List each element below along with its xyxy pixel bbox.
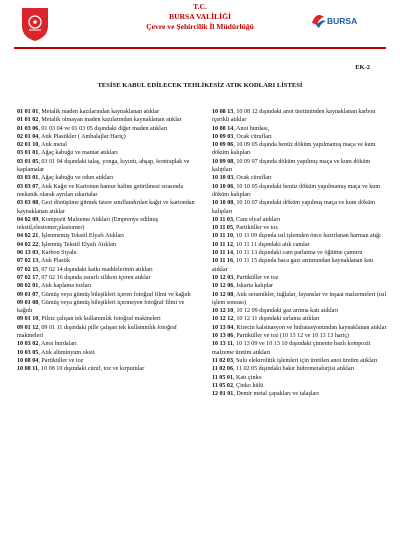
waste-code: 10 03 02 [17, 341, 39, 348]
waste-code-item [17, 158, 197, 175]
left-column [17, 108, 197, 374]
waste-code: 10 12 10 [212, 308, 234, 315]
waste-description: , Partiküller ve toz [233, 225, 279, 232]
waste-code: 03 03 07 [17, 183, 39, 190]
waste-description: , Atık Plastikler ( Ambalajlar Hariç) [38, 133, 126, 140]
waste-description: , Ağaç kabuğu ve mantar atıkları [38, 150, 118, 157]
header-line-tc: T.C. [193, 2, 207, 11]
waste-code: 10 08 04 [17, 357, 39, 364]
waste-code: 04 02 22 [17, 241, 39, 248]
waste-description: , İşlenmiş Tekstil Elyafı Atıkları [38, 241, 117, 248]
waste-code-item [17, 116, 197, 124]
waste-code: 10 10 03 [212, 175, 234, 182]
waste-code: 03 03 08 [17, 200, 39, 207]
waste-code-item [212, 357, 388, 365]
waste-code-item [17, 357, 197, 365]
waste-code: 10 09 06 [212, 142, 234, 149]
waste-code-item [212, 216, 388, 224]
waste-code-item [17, 149, 197, 157]
waste-description: , Sulu elektrolitik işlemleri için üretilen anot üretim atıkları [233, 357, 378, 364]
waste-code-item [212, 249, 388, 257]
waste-code-item [17, 199, 197, 216]
waste-code-item [212, 307, 388, 315]
waste-description: , 10 09 07 dışında döküm yapılmış maça ve kum döküm kalıpları [212, 158, 371, 174]
waste-code-item [17, 266, 197, 274]
waste-description: , 10 10 07 dışındaki döküm yapılmış maça ve kum döküm kalıpları [212, 200, 375, 215]
waste-description: , Gümüş veya gümüş bileşikleri içermeyen fotoğraf filmi ve kağıdı [17, 299, 185, 315]
waste-code-item [17, 282, 197, 290]
waste-code-item [212, 315, 388, 323]
header-line-mudurluk: Çevre ve Şehircilik İl Müdürlüğü [146, 22, 254, 31]
waste-code: 10 12 03 [212, 274, 234, 281]
waste-code-item [212, 291, 388, 308]
waste-code: 10 11 16 [212, 258, 233, 265]
waste-code-item [17, 315, 197, 323]
waste-code: 02 01 10 [17, 142, 39, 149]
waste-code: 10 08 11 [17, 366, 38, 373]
right-column [212, 108, 388, 398]
waste-code: 11 05 01 [212, 374, 233, 381]
waste-description: , 10 11 11 dışındaki atık camlar [233, 241, 310, 248]
waste-code: 09 01 08 [17, 299, 39, 306]
waste-code-item [212, 390, 388, 398]
waste-code-item [212, 382, 388, 390]
waste-code: 03 01 05 [17, 158, 39, 165]
waste-code: 10 08 13 [212, 109, 234, 115]
waste-code-item [212, 224, 388, 232]
waste-code-item [212, 141, 388, 158]
waste-code: 10 09 08 [212, 158, 234, 165]
waste-code: 10 11 10 [212, 233, 233, 240]
waste-code: 03 01 01 [17, 150, 39, 157]
waste-code-item [212, 125, 388, 133]
waste-code-item [212, 324, 388, 332]
waste-code: 10 13 06 [212, 333, 234, 340]
waste-description: , Metalik olmayan maden kazılarından kaynaklanan atıklar [38, 117, 182, 124]
waste-code-item [17, 365, 197, 373]
waste-description: , Partiküller ve toz [38, 357, 84, 364]
waste-code: 03 03 01 [17, 175, 39, 182]
waste-code: 09 01 12 [17, 324, 39, 331]
waste-code-item [17, 291, 197, 299]
waste-code: 10 12 06 [212, 283, 234, 290]
waste-code: 10 08 14 [212, 125, 234, 132]
waste-code-item [212, 274, 388, 282]
waste-description: , 07 02 14 dışındaki katkı maddelerinin atıkları [38, 266, 153, 273]
waste-description: , Atık kaplama tozları [38, 283, 92, 290]
waste-description: , 10 12 11 dışındaki sırlama atıkları [233, 316, 320, 323]
waste-code-item [17, 349, 197, 357]
waste-code-item [212, 158, 388, 175]
waste-code: 02 01 04 [17, 133, 39, 140]
waste-description: , İşlenmemiş Tekstil Elyafı Atıkları [38, 233, 124, 240]
waste-description: , 11 02 05 dışındaki bakır hidrometalurjisi atıkları [233, 366, 355, 373]
waste-description: , Karbon Siyahı [38, 250, 77, 257]
waste-code: 10 13 11 [212, 341, 233, 348]
page-header [0, 0, 400, 52]
waste-code: 10 03 05 [17, 349, 39, 356]
waste-code-item [17, 141, 197, 149]
waste-description: , 10 11 13 dışındaki cam parlatma ve öğütme çamuru [233, 250, 363, 257]
waste-code: 09 01 10 [17, 316, 39, 323]
waste-description: , Partiküller ve toz [233, 274, 279, 281]
waste-description: , 10 10 05 dışındaki henüz döküm yapılmamış maça ve kum döküm kalıpları [212, 183, 381, 198]
waste-description: , 10 12 09 dışındaki gaz arıtma katı atıkları [233, 308, 339, 315]
waste-code-item [212, 282, 388, 290]
waste-code: 10 13 04 [212, 324, 234, 331]
waste-code-item [212, 340, 388, 357]
waste-code: 10 10 06 [212, 183, 234, 190]
waste-code: 10 12 12 [212, 316, 234, 323]
waste-description: , Iskarta kalıplar [233, 283, 274, 290]
waste-code-item [17, 249, 197, 257]
waste-description: , 10 11 15 dışında baca gazı arıtımından kaynaklanan katı atıklar [212, 258, 374, 273]
waste-description: , Ocak cürufları [233, 133, 272, 140]
waste-code: 10 09 03 [212, 133, 234, 140]
waste-code-item [212, 332, 388, 340]
bursa-logo-icon [310, 9, 358, 33]
waste-description: , Atık metal [38, 142, 67, 149]
waste-code: 04 02 09 [17, 216, 39, 223]
waste-code: 08 02 01 [17, 283, 39, 290]
waste-description: , Ağaç kabuğu ve odun atıkları [38, 175, 114, 182]
waste-code-item [212, 133, 388, 141]
waste-description: , Demir metal çapakları ve talaşları [233, 391, 319, 398]
waste-code: 11 02 06 [212, 366, 233, 373]
waste-code-item [212, 174, 388, 182]
waste-code-item [212, 365, 388, 373]
waste-description: , Pilsiz çalışan tek kullanımlık fotoğraf makineleri [38, 316, 161, 323]
waste-description: , 10 08 12 dışındaki anot üretiminden kaynaklanan karbon içerikli atıklar [212, 109, 376, 124]
waste-code: 01 01 02 [17, 117, 39, 124]
waste-code: 12 01 01 [212, 391, 234, 398]
waste-description: , 10 08 10 dışındaki cüruf, toz ve kırpıntılar [38, 366, 145, 373]
waste-code-item [17, 257, 197, 265]
waste-code: 04 02 21 [17, 233, 39, 240]
waste-code-item [212, 183, 388, 200]
waste-description: , Cam elyaf atıkları [233, 216, 281, 223]
waste-code: 10 10 08 [212, 200, 234, 207]
waste-description: , Atık alüminyum oksit [38, 349, 95, 356]
page-title: TESİSE KABUL EDİLECEK TEHLİKESİZ ATIK KODLARI LİSTESİ [97, 82, 303, 89]
waste-code: 07 02 15 [17, 266, 39, 273]
waste-code: 11 05 02 [212, 382, 233, 389]
waste-description: , Kirecin kalsinasyon ve hidratasyonundan kaynaklanan atıklar [233, 324, 387, 331]
waste-description: , 10 09 05 dışında henüz döküm yapılmamış maça ve kum döküm kalıpları [212, 142, 376, 157]
waste-description: , Çinko külü [233, 382, 264, 389]
waste-code: 07 02 17 [17, 274, 39, 281]
bursa-logo-text: BURSA [327, 16, 358, 26]
waste-description: , Katı çinko [233, 374, 262, 381]
waste-description: , Partiküller ve toz (10 13 12 ve 10 13 13 hariç) [233, 333, 350, 340]
waste-code-item [17, 108, 197, 116]
waste-description: , 10 13 09 ve 10 13 10 dışındaki çimento bazlı kompozit malzeme üretim atıkları [212, 341, 371, 356]
waste-code-item [212, 108, 388, 125]
waste-code-item [17, 133, 197, 141]
waste-description: , Ocak cürufları [233, 175, 272, 182]
waste-code-item [212, 374, 388, 382]
waste-code-item [17, 216, 197, 233]
waste-description: , Anot hurdası, [233, 125, 270, 132]
waste-code: 06 13 03 [17, 250, 39, 257]
waste-code: 10 11 14 [212, 250, 233, 257]
waste-code-item [17, 299, 197, 316]
waste-code: 07 02 13 [17, 258, 39, 265]
waste-description: , 10 11 09 dışında ısıl işlemden önce hazırlanan harman atığı [233, 233, 381, 240]
waste-description: , 03 01 04 dışındaki talaş, yonga, kıyıntı, ahşap, kontraplak ve kaplamalar [17, 158, 190, 174]
waste-description: , Anot hurdaları [38, 341, 77, 348]
waste-code-item [17, 125, 197, 133]
waste-code: 11 02 03 [212, 357, 233, 364]
waste-code: 10 11 12 [212, 241, 233, 248]
waste-code: 10 11 05 [212, 225, 233, 232]
header-divider [14, 47, 386, 49]
waste-code: 09 01 07 [17, 291, 39, 298]
waste-description: , Gümüş veya gümüş bileşikleri içeren fotoğraf filmi ve kağıdı [38, 291, 191, 298]
waste-code-item [17, 232, 197, 240]
waste-code-item [17, 174, 197, 182]
waste-description: , Atık seramikler, tuğlalar, fayanslar ve inşaat malzemeleri (ısıl işlem sonrası) [212, 291, 387, 306]
waste-code-item [17, 324, 197, 341]
waste-code-item [212, 232, 388, 240]
waste-code: 10 12 08 [212, 291, 234, 298]
waste-code-item [212, 257, 388, 274]
waste-code: 01 03 06 [17, 125, 39, 132]
waste-code-item [17, 274, 197, 282]
waste-description: , Geri dönüşüme gitmek üzere sınıflandırılan kağıt ve kartondan kaynaklanan atıklar [17, 200, 195, 215]
waste-code-item [17, 183, 197, 200]
waste-code: 10 11 03 [212, 216, 233, 223]
waste-description: , 09 01 11 dışındaki pille çalışan tek kullanımlık fotoğraf makineleri [17, 324, 177, 340]
doc-label: EK-2 [355, 64, 370, 71]
waste-code-item [212, 241, 388, 249]
waste-code: 01 01 01 [17, 109, 39, 115]
waste-code-item [17, 241, 197, 249]
header-line-valilik: BURSA VALİLİĞİ [169, 12, 231, 21]
waste-code-item [17, 340, 197, 348]
waste-description: , Atık Plastik [38, 258, 70, 265]
waste-description: , 01 03 04 ve 01 03 05 dışındaki diğer maden atıkları [38, 125, 168, 132]
waste-code-item [212, 199, 388, 216]
waste-description: , Metalik maden kazılarından kaynaklanan atıklar [38, 109, 160, 115]
waste-description: , 07 02 16 dışında zararlı silikon içeren atıklar [38, 274, 151, 281]
waste-description: , Atık Kağıt ve Kartonun hamur haline getirilmesi sırasında mekanik olarak ayrılan ıskartalar [17, 183, 184, 198]
waste-description: , Kompozit Malzeme Atıkları (Emprenye edilmiş tekstil,elestomer,plastomer) [17, 216, 159, 232]
